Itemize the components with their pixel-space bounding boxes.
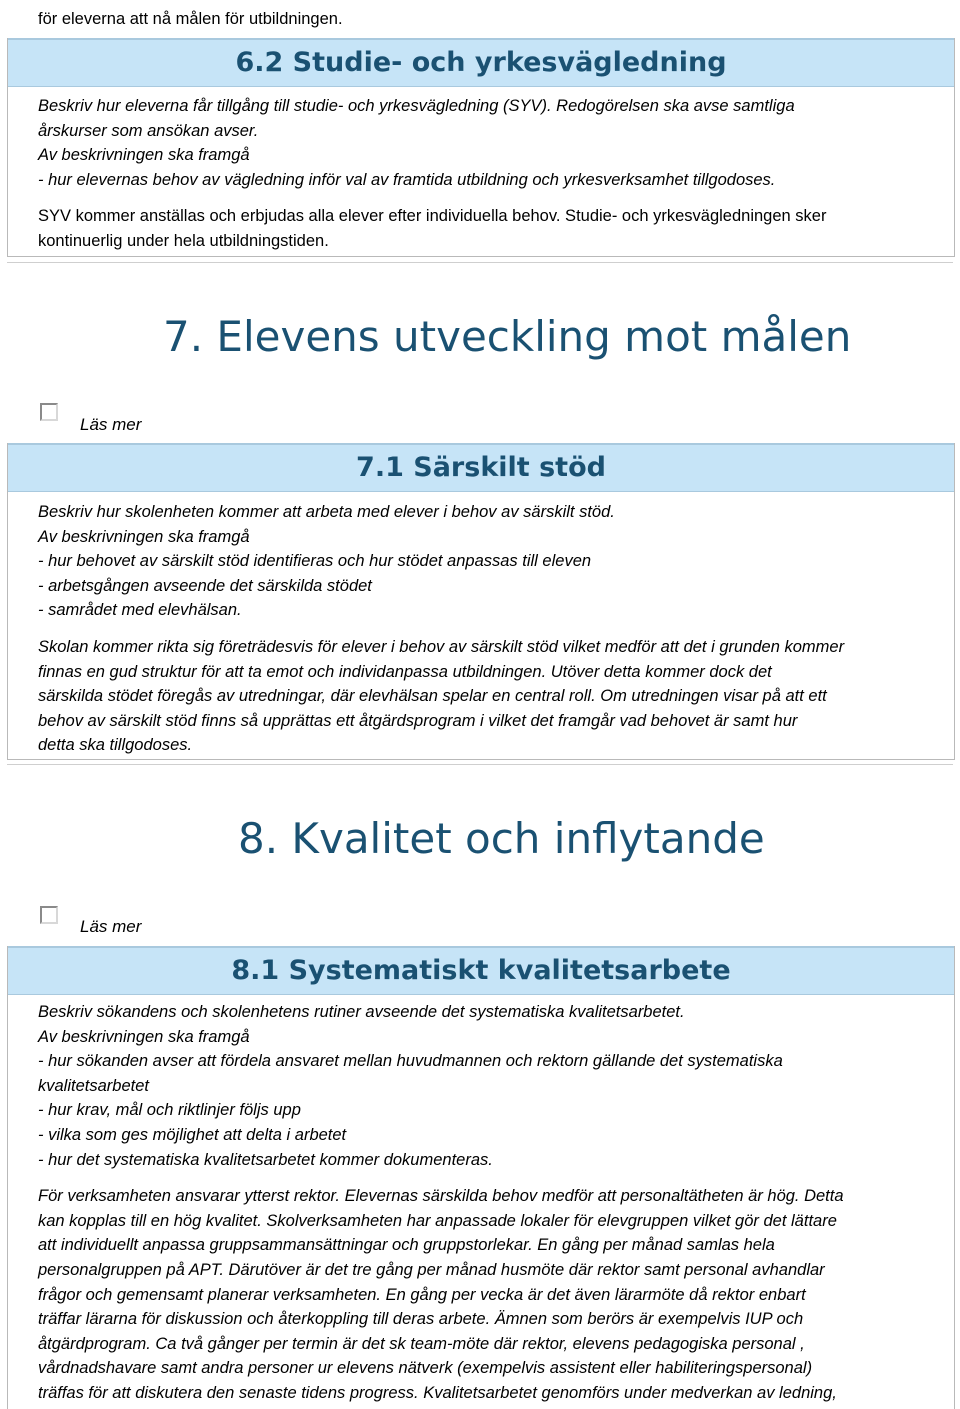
answer-line: frågor och gemensamt planerar verksamheten. En gång per vecka är det även lärarmöte då rektor enbart <box>38 1285 806 1304</box>
section-heading: 6.2 Studie- och yrkesvägledning <box>8 38 954 87</box>
prompt-6-2 <box>38 94 938 254</box>
answer-line: att individuellt anpassa gruppsammansättningar och gruppstorlekar. En gång per månad samlas hela <box>38 1236 775 1255</box>
prompt-line: Beskriv sökandens och skolenhetens rutiner avseende det systematiska kvalitetsarbetet. <box>38 1003 685 1021</box>
answer-line: kan kopplas till en hög kvalitet. Skolverksamheten har anpassade lokaler för elevgruppen vilket gör det lättare <box>38 1211 837 1230</box>
answer-line: personalgruppen på APT. Därutöver är det tre gång per månad husmöte där rektor samt personal avhandlar <box>38 1260 825 1279</box>
answer-line: finnas en gud struktur för att ta emot och individanpassa utbildningen. Utöver detta kommer dock det <box>38 662 772 681</box>
prompt-line: - hur det systematiska kvalitetsarbetet kommer dokumenteras. <box>38 1150 493 1169</box>
prompt-line: Av beskrivningen ska framgå <box>38 527 250 546</box>
prompt-8-1 <box>38 1000 938 1406</box>
prompt-line: - hur elevernas behov av vägledning inför val av framtida utbildning och yrkesverksamhet tillgodoses. <box>38 170 776 189</box>
prompt-line: Av beskrivningen ska framgå <box>38 1027 250 1046</box>
answer-line: träffar lärarna för diskussion och återkoppling till deras arbete. Ämnen som berörs är exempelvis IUP och <box>38 1310 804 1329</box>
read-more-link[interactable]: Läs mer <box>80 917 142 936</box>
prompt-7-1 <box>38 500 938 758</box>
answer-line: För verksamheten ansvarar ytterst rektor. Elevernas särskilda behov medför att personaltätheten är hög. Detta <box>38 1187 844 1206</box>
chapter-title: 7. Elevens utveckling mot målen <box>163 312 852 361</box>
prompt-line: - hur behovet av särskilt stöd identifieras och hur stödet anpassas till eleven <box>38 552 592 571</box>
section-heading: 7.1 Särskilt stöd <box>8 443 954 492</box>
prompt-line: Beskriv hur eleverna får tillgång till studie- och yrkesvägledning (SYV). Redogörelsen ska avse samtliga <box>38 97 795 115</box>
answer-line: vårdnadshavare samt andra personer ur elevens nätverk (exempelvis assistent eller habiliteringspersonal) <box>38 1359 813 1378</box>
prompt-line: Av beskrivningen ska framgå <box>38 146 250 165</box>
answer-line: träffas för att diskutera den senaste tidens progress. Kvalitetsarbetet genomförs under medverkan av ledning, <box>38 1383 837 1402</box>
answer-line: SYV kommer anställas och erbjudas alla elever efter individuella behov. Studie- och yrkesvägledningen sker <box>38 207 827 226</box>
answer-line: detta ska tillgodoses. <box>38 736 193 755</box>
prompt-line: - vilka som ges möjlighet att delta i arbetet <box>38 1125 347 1144</box>
prompt-line: - hur sökanden avser att fördela ansvaret mellan huvudmannen och rektorn gällande det systematiska <box>38 1052 783 1071</box>
answer-line: Skolan kommer rikta sig företrädesvis för elever i behov av särskilt stöd vilket medför att det i grunden kommer <box>38 637 845 656</box>
read-more-checkbox[interactable] <box>40 403 58 421</box>
prompt-line: Beskriv hur skolenheten kommer att arbeta med elever i behov av särskilt stöd. <box>38 503 615 521</box>
answer-line: särskilda stödet föregås av utredningar, där elevhälsan spelar en central roll. Om utredningen visar på att ett <box>38 687 827 706</box>
prompt-line: - hur krav, mål och riktlinjer följs upp <box>38 1101 301 1120</box>
answer-line: åtgärdprogram. Ca två gånger per termin är det sk team-möte där rektor, elevens pedagogiska personal , <box>38 1334 805 1353</box>
chapter-title: 8. Kvalitet och inflytande <box>238 814 765 863</box>
answer-line: behov av särskilt stöd finns så upprättas ett åtgärdsprogram i vilket det framgår vad behovet är samt hur <box>38 711 798 730</box>
read-more-checkbox[interactable] <box>40 906 58 924</box>
section-heading: 8.1 Systematiskt kvalitetsarbete <box>8 946 954 995</box>
prompt-line: - samrådet med elevhälsan. <box>38 601 242 620</box>
read-more-link[interactable]: Läs mer <box>80 415 142 434</box>
prompt-line: årskurser som ansökan avser. <box>38 121 259 140</box>
prompt-line: kvalitetsarbetet <box>38 1076 149 1095</box>
prompt-line: - arbetsgången avseende det särskilda stödet <box>38 576 372 595</box>
answer-line: kontinuerlig under hela utbildningstiden. <box>38 231 329 250</box>
continuation-text: för eleverna att nå målen för utbildningen. <box>38 10 343 28</box>
